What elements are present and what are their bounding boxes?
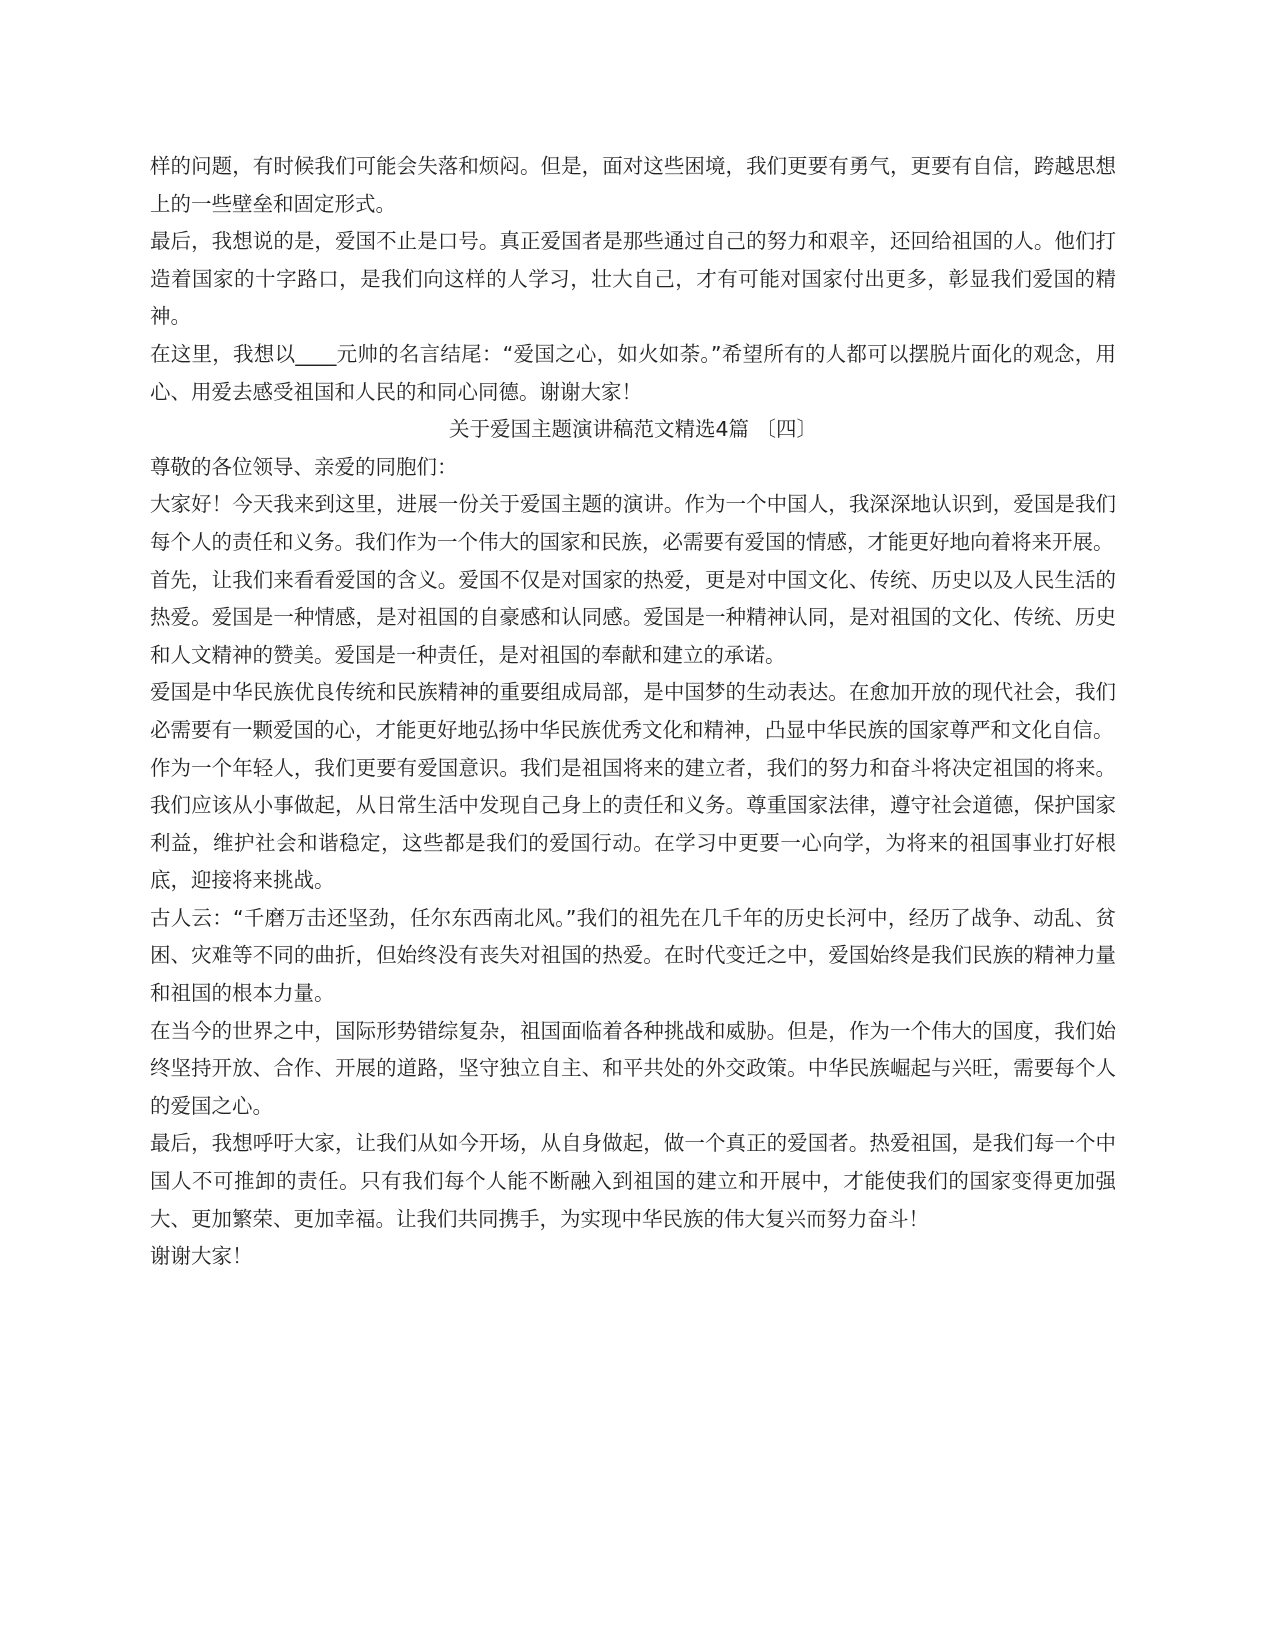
paragraph: 最后，我想说的是，爱国不止是口号。真正爱国者是那些通过自己的努力和艰辛，还回给祖国的人。他们打造着国家的十字路口，是我们向这样的人学习，壮大自己，才有可能对国家付出更多，彰显我们爱国的精神。 (150, 229, 1116, 329)
paragraph: 古人云：“千磨万击还坚劲，任尔东西南北风。”我们的祖先在几千年的历史长河中，经历了战争、动乱、贫困、灾难等不同的曲折，但始终没有丧失对祖国的热爱。在时代变迁之中，爱国始终是我们民族的精神力量和祖国的根本力量。 (150, 905, 1116, 1006)
paragraph: 在当今的世界之中，国际形势错综复杂，祖国面临着各种挑战和威胁。但是，作为一个伟大的国度，我们始终坚持开放、合作、开展的道路，坚守独立自主、和平共处的外交政策。中华民族崛起与兴旺，需要每个人的爱国之心。 (150, 1018, 1116, 1118)
paragraph: 爱国是中华民族优良传统和民族精神的重要组成局部，是中国梦的生动表达。在愈加开放的现代社会，我们必需要有一颗爱国的心，才能更好地弘扬中华民族优秀文化和精神，凸显中华民族的国家尊严和文化自信。 (150, 680, 1116, 742)
paragraph: 作为一个年轻人，我们更要有爱国意识。我们是祖国将来的建立者，我们的努力和奋斗将决定祖国的将来。我们应该从小事做起，从日常生活中发现自己身上的责任和义务。尊重国家法律，遵守社会道德，保护国家利益，维护社会和谐稳定，这些都是我们的爱国行动。在学习中更要一心向学，为将来的祖国事业打好根底，迎接将来挑战。 (150, 755, 1116, 893)
document-page (150, 148, 1116, 1276)
paragraph: 最后，我想呼吁大家，让我们从如今开场，从自身做起，做一个真正的爱国者。热爱祖国，是我们每一个中国人不可推卸的责任。只有我们每个人能不断融入到祖国的建立和开展中，才能使我们的国家变得更加强大、更加繁荣、更加幸福。让我们共同携手，为实现中华民族的伟大复兴而努力奋斗！ (150, 1131, 1116, 1231)
closing-line: 谢谢大家！ (150, 1244, 253, 1269)
paragraph: 在这里，我想以____元帅的名言结尾：“爱国之心，如火如荼。”希望所有的人都可以摆脱片面化的观念，用心、用爱去感受祖国和人民的和同心同德。谢谢大家！ (150, 341, 1116, 404)
salutation: 尊敬的各位领导、亲爱的同胞们： (150, 454, 458, 479)
paragraph: 大家好！今天我来到这里，进展一份关于爱国主题的演讲。作为一个中国人，我深深地认识到，爱国是我们每个人的责任和义务。我们作为一个伟大的国家和民族，必需要有爱国的情感，才能更好地向着将来开展。 (150, 492, 1116, 554)
paragraph: 首先，让我们来看看爱国的含义。爱国不仅是对国家的热爱，更是对中国文化、传统、历史以及人民生活的热爱。爱国是一种情感，是对祖国的自豪感和认同感。爱国是一种精神认同，是对祖国的文化、传统、历史和人文精神的赞美。爱国是一种责任，是对祖国的奉献和建立的承诺。 (150, 567, 1116, 667)
section-title: 关于爱国主题演讲稿范文精选4篇 〔四〕 (448, 417, 818, 442)
paragraph: 样的问题，有时候我们可能会失落和烦闷。但是，面对这些困境，我们更要有勇气，更要有自信，跨越思想上的一些壁垒和固定形式。 (150, 154, 1116, 216)
